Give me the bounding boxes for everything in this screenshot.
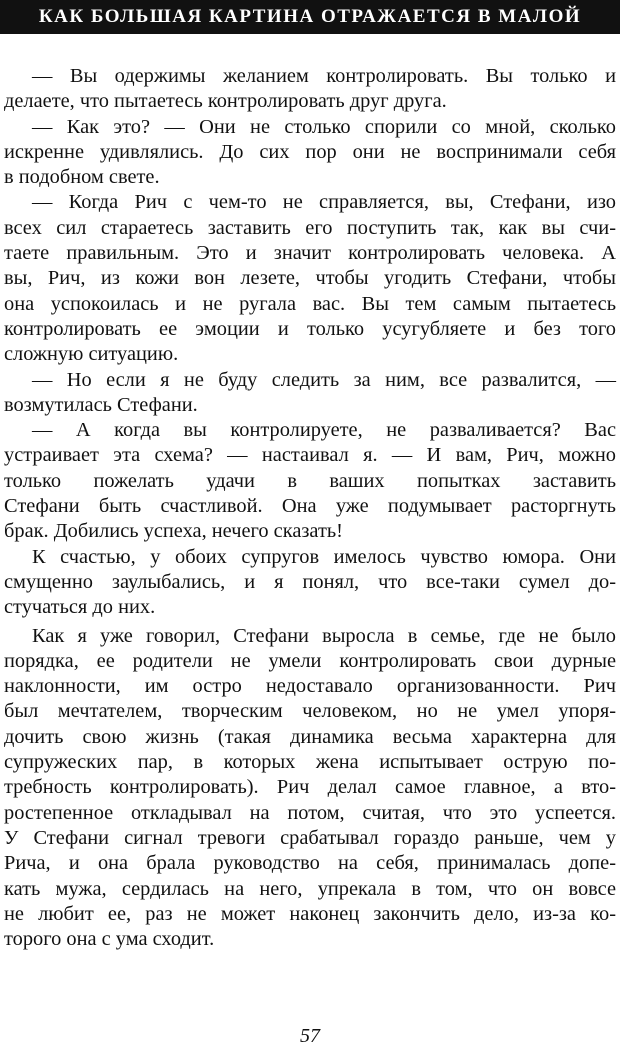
paragraph <box>4 368 616 419</box>
text-line: порядка, ее родители не умели контролировать свои дурные <box>4 649 616 672</box>
text-line: делаете, что пытаетесь контролировать друг друга. <box>4 90 447 113</box>
paragraph <box>4 64 616 115</box>
text-line: в подобном свете. <box>4 166 160 189</box>
text-line: брак. Добились успеха, нечего сказать! <box>4 520 343 543</box>
text-line: она успокоилась и не ругала вас. Вы тем самым пытаетесь <box>4 292 616 315</box>
text-line: требность контролировать). Рич делал самое главное, а вто- <box>4 776 616 799</box>
text-line <box>4 624 616 649</box>
text-line <box>4 418 616 443</box>
text-line: устраивает эта схема? — настаивал я. — И вам, Рич, можно <box>4 444 616 467</box>
paragraph <box>4 624 616 953</box>
text-line: только пожелать удачи в ваших попытках заставить <box>4 469 616 492</box>
text-line: всех сил стараетесь заставить его поступить так, как вы счи- <box>4 216 616 239</box>
text-line: дочить свою жизнь (такая динамика весьма характерна для <box>4 725 616 748</box>
text-line: торого она с ума сходит. <box>4 928 215 951</box>
text-line-content: К счастью, у обоих супругов имелось чувство юмора. Они <box>32 545 616 568</box>
text-line: стучаться до них. <box>4 596 156 619</box>
paragraph <box>4 418 616 544</box>
text-line-content: — А когда вы контролируете, не разваливается? Вас <box>32 419 616 442</box>
text-line: У Стефани сигнал тревоги срабатывал гораздо раньше, чем у <box>4 826 616 849</box>
page-number: 57 <box>300 1025 320 1047</box>
text-line: искренне удивлялись. До сих пор они не воспринимали себя <box>4 140 616 163</box>
paragraph <box>4 190 616 367</box>
text-line: вы, Рич, из кожи вон лезете, чтобы угодить Стефани, чтобы <box>4 267 616 290</box>
text-line <box>4 545 616 570</box>
text-line-content: Как я уже говорил, Стефани выросла в семье, где не было <box>32 624 616 647</box>
text-line-content: — Когда Рич с чем-то не справляется, вы, Стефани, изо <box>32 191 616 214</box>
text-line <box>4 115 616 140</box>
text-line-content: — Но если я не буду следить за ним, все развалится, — <box>32 368 616 391</box>
text-line: супружеских пар, в которых жена испытывает острую по- <box>4 751 616 774</box>
text-line: ростепенное откладывал на потом, считая, что это успеется. <box>4 801 616 824</box>
text-line: кать мужа, сердилась на него, упрекала в том, что он вовсе <box>4 877 616 900</box>
text-line: наклонности, им остро недоставало организованности. Рич <box>4 675 616 698</box>
running-header <box>0 0 620 34</box>
text-line-content: — Вы одержимы желанием контролировать. Вы только и <box>32 65 616 87</box>
text-line <box>4 190 616 215</box>
text-line <box>4 368 616 393</box>
text-line: не любит ее, раз не может наконец закончить дело, из-за ко- <box>4 902 616 925</box>
text-line: таете правильным. Это и значит контролировать человека. А <box>4 242 616 265</box>
text-line <box>4 64 616 89</box>
text-line: был мечтателем, творческим человеком, но не умел упоря- <box>4 700 616 723</box>
running-title: КАК БОЛЬШАЯ КАРТИНА ОТРАЖАЕТСЯ В МАЛОЙ <box>38 6 582 27</box>
text-line: сложную ситуацию. <box>4 343 179 366</box>
paragraph <box>4 115 616 191</box>
paragraph <box>4 545 616 621</box>
text-line: контролировать ее эмоции и только усугубляете и без того <box>4 317 616 340</box>
body-text <box>4 64 616 952</box>
text-line: Рича, и она брала руководство на себя, принималась допе- <box>4 852 616 875</box>
text-line-content: — Как это? — Они не столько спорили со мной, сколько <box>32 115 616 138</box>
text-line: Стефани быть счастливой. Она уже подумывает расторгнуть <box>4 495 616 518</box>
text-line: смущенно заулыбались, и я понял, что все-таки сумел до- <box>4 570 616 593</box>
text-line: возмутилась Стефани. <box>4 393 198 416</box>
